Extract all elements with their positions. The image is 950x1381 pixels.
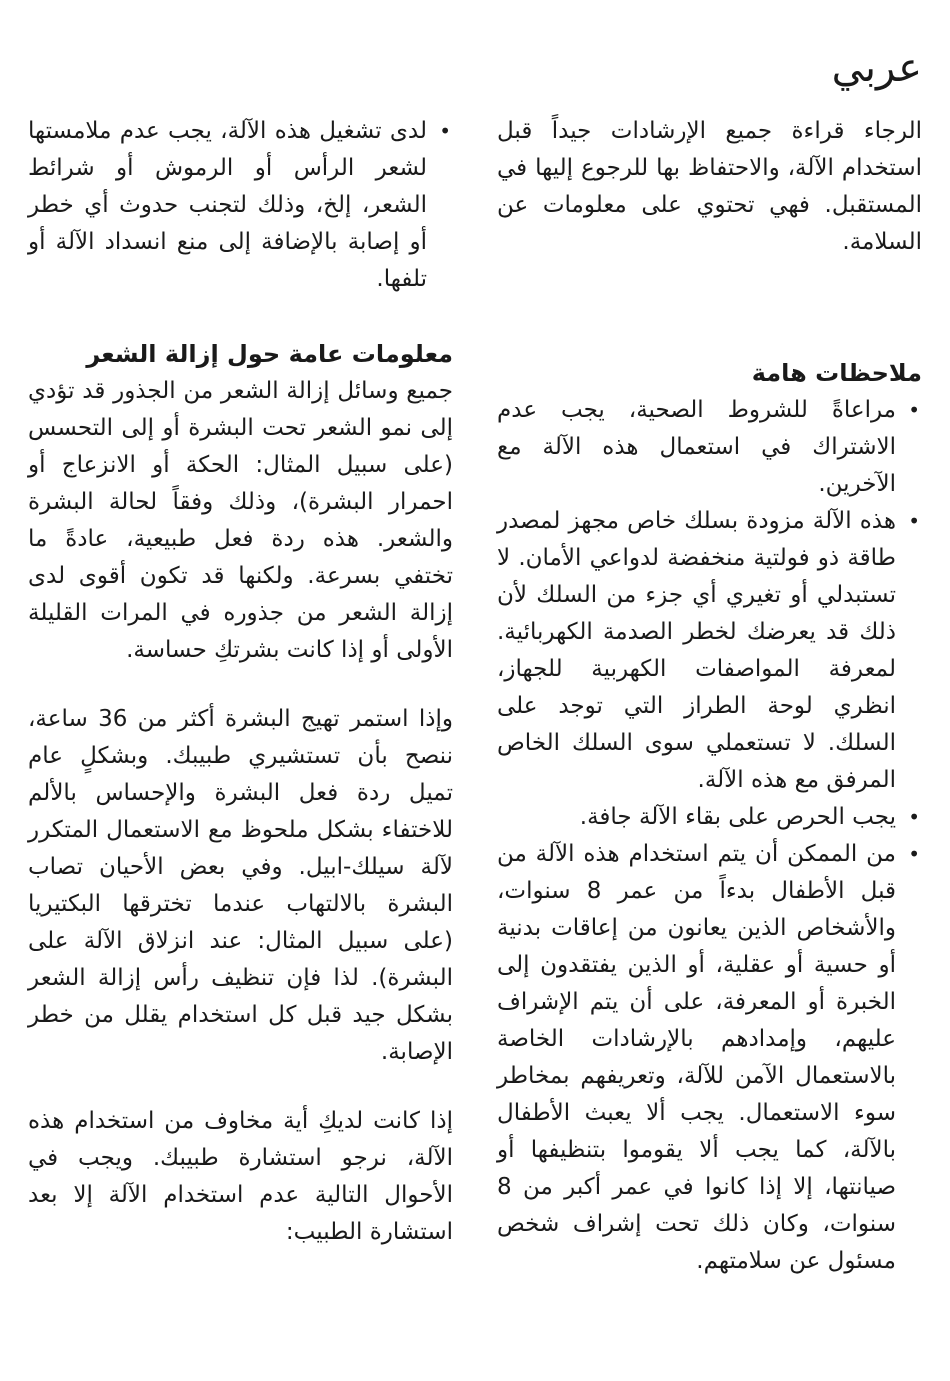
bullet-icon: • <box>908 805 920 829</box>
list-item-text: من الممكن أن يتم استخدام هذه الآلة من قبل الأطفال بدءاً من عمر 8 سنوات، والأشخاص الذين يعانون من إعاقات بدنية أو حسية أو عقلية، أو الذين يفتقدون إلى الخبرة أو المعرفة، على أن يتم الإشراف عليهم، وإمدادهم بالإرشادات الخاصة بالاستعمال الآمن للآلة، وتعريفهم بمخاطر سوء الاستعمال. يجب ألا يعبث الأطفال بالآلة، كما يجب ألا يقوموا بتنظيفها أو صيانتها، إلا إذا كانوا في عمر أكبر من 8 سنوات، وكان ذلك تحت إشراف شخص مسئول عن سلامتهم. <box>497 841 897 1274</box>
list-item-text: لدى تشغيل هذه الآلة، يجب عدم ملامستها لشعر الرأس أو الرموش أو شرائط الشعر، إلخ، وذلك لتجنب حدوث أي خطر أو إصابة بالإضافة إلى منع انسداد الآلة أو تلفها. <box>28 118 427 292</box>
left-column <box>28 113 453 1251</box>
important-notes-heading: ملاحظات هامة <box>751 359 922 387</box>
body-paragraph: إذا كانت لديكِ أية مخاوف من استخدام هذه الآلة، نرجو استشارة طبيبك. ويجب في الأحوال التالية عدم استخدام الآلة إلا بعد استشارة الطبيب: <box>28 1108 453 1245</box>
body-paragraph: جميع وسائل إزالة الشعر من الجذور قد تؤدي إلى نمو الشعر تحت البشرة أو إلى التحسس (على سبيل المثال: الحكة أو الانزعاج أو احمرار البشرة)، وذلك وفقاً لحالة البشرة والشعر. هذه ردة فعل طبيعية، عادةً ما تختفي بسرعة. ولكنها قد تكون أقوى لدى إزالة الشعر من جذوره في المرات القليلة الأولى أو إذا كانت بشرتكِ حساسة. <box>28 378 453 663</box>
body-paragraph: وإذا استمر تهيج البشرة أكثر من 36 ساعة، ننصح بأن تستشيري طبيبك. وبشكلٍ عام تميل ردة فعل البشرة والإحساس بالألم للاختفاء بشكل ملحوظ مع الاستعمال المتكرر لآلة سيلك-ابيل. وفي بعض الأحيان تصاب البشرة بالالتهاب عندما تخترقها البكتيريا (على سبيل المثال: عند انزلاق الآلة على البشرة). لذا فإن تنظيف رأس إزالة الشعر بشكل جيد قبل كل استخدام يقلل من خطر الإصابة. <box>28 706 453 1065</box>
bullet-icon: • <box>439 119 451 143</box>
right-column <box>497 113 922 1280</box>
list-item <box>497 799 922 836</box>
general-info-heading: معلومات عامة حول إزالة الشعر <box>86 340 453 368</box>
list-item <box>28 113 453 298</box>
list-item <box>497 392 922 503</box>
important-notes-list <box>497 392 922 1280</box>
bullet-icon: • <box>908 509 920 533</box>
list-item-text: هذه الآلة مزودة بسلك خاص مجهز لمصدر طاقة ذو فولتية منخفضة لدواعي الأمان. لا تستبدلي أو تغيري أي جزء من السلك لأن ذلك قد يعرضك لخطر الصدمة الكهربائية. لمعرفة المواصفات الكهربية للجهاز، انظري لوحة الطراز التي توجد على السلك. لا تستعملي سوى السلك الخاص المرفق مع هذه الآلة. <box>497 508 896 793</box>
list-item <box>497 836 922 1280</box>
bullet-icon: • <box>908 398 920 422</box>
language-title: عربي <box>831 45 922 91</box>
list-item-text: مراعاةً للشروط الصحية، يجب عدم الاشتراك في استعمال هذه الآلة مع الآخرين. <box>497 397 896 497</box>
intro-paragraph: الرجاء قراءة جميع الإرشادات جيداً قبل استخدام الآلة، والاحتفاظ بها للرجوع إليها في المستقبل. فهي تحتوي على معلومات عن السلامة. <box>497 118 922 255</box>
bullet-icon: • <box>908 842 920 866</box>
continued-notes-list <box>28 113 453 298</box>
list-item-text: يجب الحرص على بقاء الآلة جافة. <box>579 804 896 830</box>
list-item <box>497 503 922 799</box>
